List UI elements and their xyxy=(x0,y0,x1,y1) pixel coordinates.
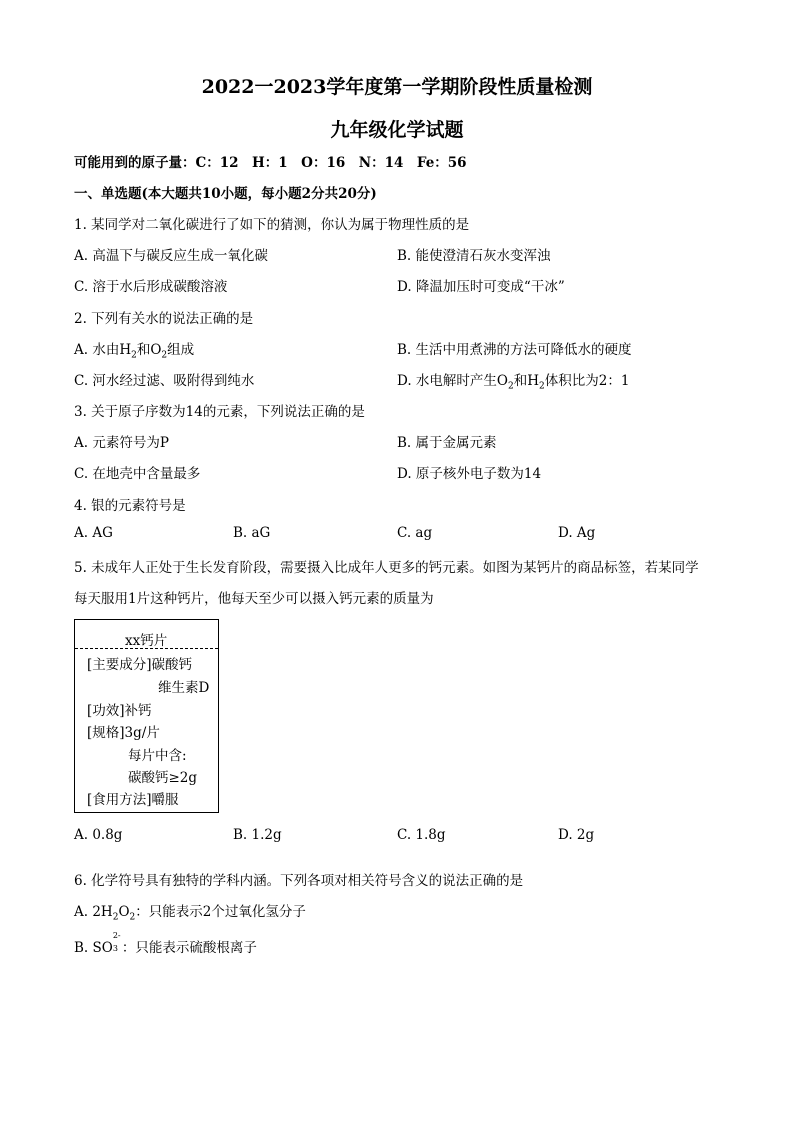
label-vitamin-d: 维生素D xyxy=(158,680,210,696)
question-6-option-b: B. SO 2- 3 ：只能表示硫酸根离子 xyxy=(74,931,257,956)
question-5-option-d: D. 2g xyxy=(558,827,595,843)
label-per-tablet: 每片中含: xyxy=(128,748,187,764)
label-main-ingredient: [主要成分]碳酸钙 xyxy=(87,657,193,673)
question-3-stem: 3. 关于原子序数为14的元素，下列说法正确的是 xyxy=(74,404,365,420)
question-5-stem-line-1: 5. 未成年人正处于生长发育阶段，需要摄入比成年人更多的钙元素。如图为某钙片的商品标签，若某同学 xyxy=(74,560,699,576)
question-6-stem: 6. 化学符号具有独特的学科内涵。下列各项对相关符号含义的说法正确的是 xyxy=(74,873,524,889)
question-3-option-c: C. 在地壳中含量最多 xyxy=(74,466,201,482)
question-4-option-c: C. ag xyxy=(397,525,433,541)
exam-title: 2022一2023学年度第一学期阶段性质量检测 xyxy=(201,76,593,98)
question-2-stem: 2. 下列有关水的说法正确的是 xyxy=(74,311,254,327)
question-2-option-b: B. 生活中用煮沸的方法可降低水的硬度 xyxy=(397,342,632,358)
atomic-mass-line: 可能用到的原子量：C：12 H：1 O：16 N：14 Fe：56 xyxy=(74,155,467,171)
label-product-name: xx钙片 xyxy=(125,633,168,649)
question-1-option-a: A. 高温下与碳反应生成一氧化碳 xyxy=(74,248,268,264)
question-5-option-b: B. 1.2g xyxy=(233,827,282,843)
question-2-option-d: D. 水电解时产生$O_2$和$H_2$体积比为2：1 xyxy=(397,373,630,392)
question-5-option-a: A. 0.8g xyxy=(74,827,123,843)
question-4-option-d: D. Ag xyxy=(558,525,596,541)
question-5-stem-line-2: 每天服用1片这种钙片，他每天至少可以摄入钙元素的质量为 xyxy=(74,591,434,607)
question-6-option-a: A. $2H_2O_2$：只能表示2个过氧化氢分子 xyxy=(74,904,306,923)
exam-subtitle: 九年级化学试题 xyxy=(330,119,464,141)
question-3-option-a: A. 元素符号为P xyxy=(74,435,169,451)
label-calcium-carbonate: 碳酸钙≥2g xyxy=(128,770,198,786)
question-1-stem: 1. 某同学对二氧化碳进行了如下的猜测，你认为属于物理性质的是 xyxy=(74,217,470,233)
label-spec: [规格]3g/片 xyxy=(87,725,160,741)
label-usage: [食用方法]嚼服 xyxy=(87,792,179,808)
question-3-option-b: B. 属于金属元素 xyxy=(397,435,497,451)
question-1-option-d: D. 降温加压时可变成“干冰” xyxy=(397,279,565,295)
question-4-option-b: B. aG xyxy=(233,525,271,541)
question-3-option-d: D. 原子核外电子数为14 xyxy=(397,466,542,482)
question-5-option-c: C. 1.8g xyxy=(397,827,446,843)
label-divider xyxy=(75,648,218,649)
question-4-stem: 4. 银的元素符号是 xyxy=(74,498,186,514)
question-1-option-c: C. 溶于水后形成碳酸溶液 xyxy=(74,279,228,295)
question-1-option-b: B. 能使澄清石灰水变浑浊 xyxy=(397,248,551,264)
label-effect: [功效]补钙 xyxy=(87,703,152,719)
question-2-option-c: C. 河水经过滤、吸附得到纯水 xyxy=(74,373,255,389)
question-4-option-a: A. AG xyxy=(74,525,113,541)
calcium-tablet-label xyxy=(74,619,219,813)
question-2-option-a: A. 水由$H_2$和$O_2$组成 xyxy=(74,342,195,361)
section-heading: 一、单选题(本大题共10小题，每小题2分共20分) xyxy=(74,186,377,202)
